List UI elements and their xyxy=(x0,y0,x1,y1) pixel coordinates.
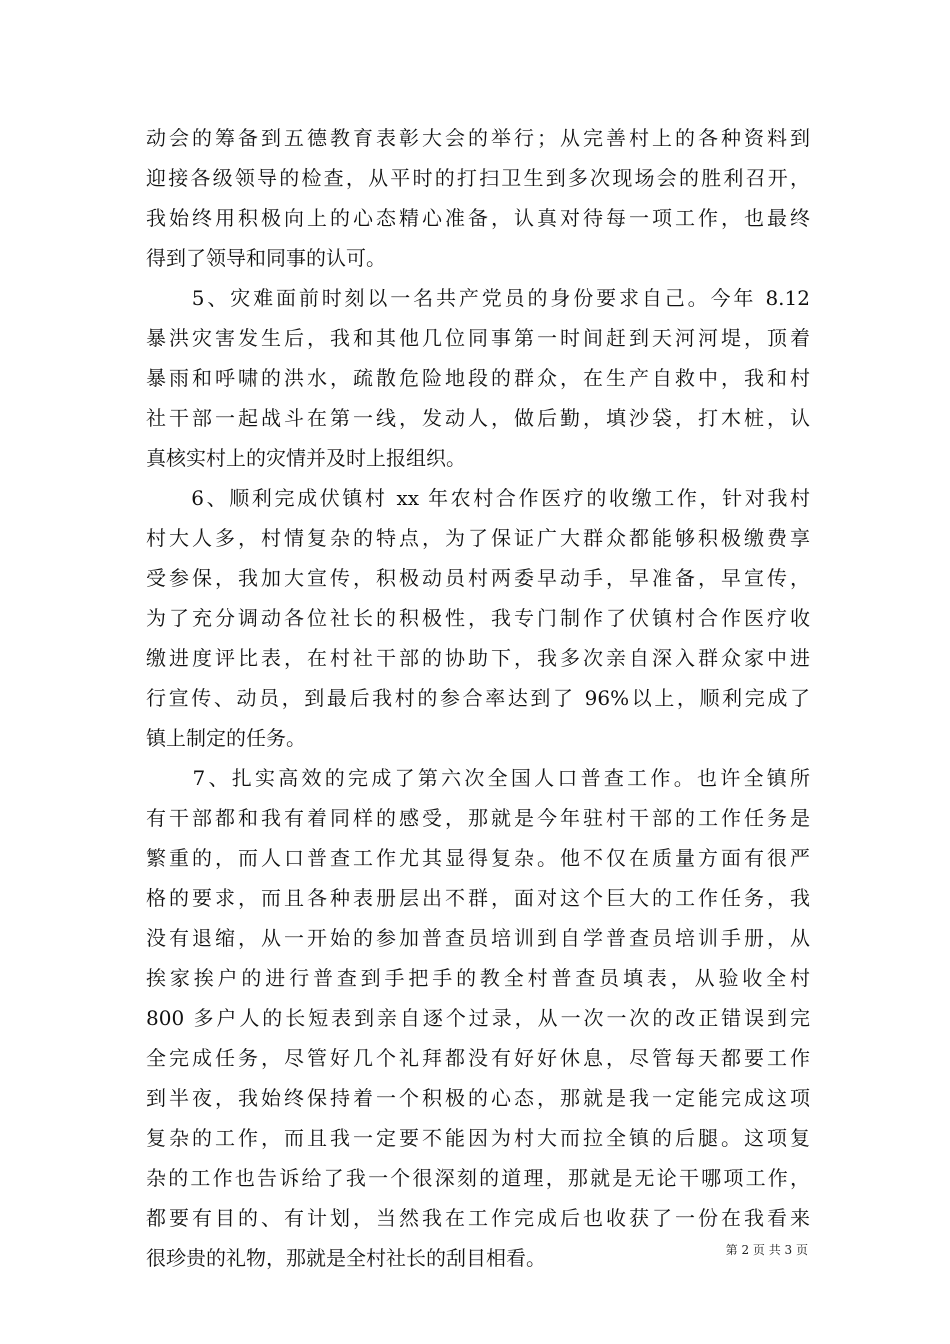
text-line: 到半夜，我始终保持着一个积极的心态，那就是我一定能完成这项 xyxy=(146,1086,810,1110)
text-line: 暴洪灾害发生后，我和其他几位同事第一时间赶到天河河堤，顶着 xyxy=(146,326,810,350)
text-line: 真核实村上的灾情并及时上报组织。 xyxy=(146,446,466,470)
text-line: 6、顺利完成伏镇村 xx 年农村合作医疗的收缴工作，针对我村 xyxy=(146,486,810,510)
text-line: 得到了领导和同事的认可。 xyxy=(146,246,386,270)
text-line: 镇上制定的任务。 xyxy=(146,726,306,750)
text-line: 800 多户人的长短表到亲自逐个过录，从一次一次的改正错误到完 xyxy=(146,1006,810,1030)
text-line: 都要有目的、有计划，当然我在工作完成后也收获了一份在我看来 xyxy=(146,1206,810,1230)
text-line: 很珍贵的礼物，那就是全村社长的刮目相看。 xyxy=(146,1246,546,1270)
text-line: 村大人多，村情复杂的特点，为了保证广大群众都能够积极缴费享 xyxy=(146,526,810,550)
text-line: 没有退缩，从一开始的参加普查员培训到自学普查员培训手册，从 xyxy=(146,926,810,950)
text-line: 7、扎实高效的完成了第六次全国人口普查工作。也许全镇所 xyxy=(146,766,810,790)
text-line: 挨家挨户的进行普查到手把手的教全村普查员填表，从验收全村 xyxy=(146,966,810,990)
text-line: 行宣传、动员，到最后我村的参合率达到了 96%以上，顺利完成了 xyxy=(146,686,810,710)
text-line: 动会的筹备到五德教育表彰大会的举行；从完善村上的各种资料到 xyxy=(146,126,810,150)
text-line: 受参保，我加大宣传，积极动员村两委早动手，早准备，早宣传， xyxy=(146,566,810,590)
text-line: 5、灾难面前时刻以一名共产党员的身份要求自己。今年 8.12 xyxy=(146,286,810,310)
page-footer: 第 2 页 共 3 页 xyxy=(725,1243,808,1257)
text-line: 格的要求，而且各种表册层出不群，面对这个巨大的工作任务，我 xyxy=(146,886,810,910)
text-line: 社干部一起战斗在第一线，发动人，做后勤，填沙袋，打木桩，认 xyxy=(146,406,810,430)
text-line: 暴雨和呼啸的洪水，疏散危险地段的群众，在生产自救中，我和村 xyxy=(146,366,810,390)
text-line: 全完成任务，尽管好几个礼拜都没有好好休息，尽管每天都要工作 xyxy=(146,1046,810,1070)
body-text xyxy=(146,118,810,1278)
text-line: 迎接各级领导的检查，从平时的打扫卫生到多次现场会的胜利召开， xyxy=(146,166,810,190)
text-line: 有干部都和我有着同样的感受，那就是今年驻村干部的工作任务是 xyxy=(146,806,810,830)
text-line: 复杂的工作，而且我一定要不能因为村大而拉全镇的后腿。这项复 xyxy=(146,1126,810,1150)
text-line: 为了充分调动各位社长的积极性，我专门制作了伏镇村合作医疗收 xyxy=(146,606,810,630)
text-line: 杂的工作也告诉给了我一个很深刻的道理，那就是无论干哪项工作， xyxy=(146,1166,810,1190)
text-line: 繁重的，而人口普查工作尤其显得复杂。他不仅在质量方面有很严 xyxy=(146,846,810,870)
text-line: 缴进度评比表，在村社干部的协助下，我多次亲自深入群众家中进 xyxy=(146,646,810,670)
text-line: 我始终用积极向上的心态精心准备，认真对待每一项工作，也最终 xyxy=(146,206,810,230)
